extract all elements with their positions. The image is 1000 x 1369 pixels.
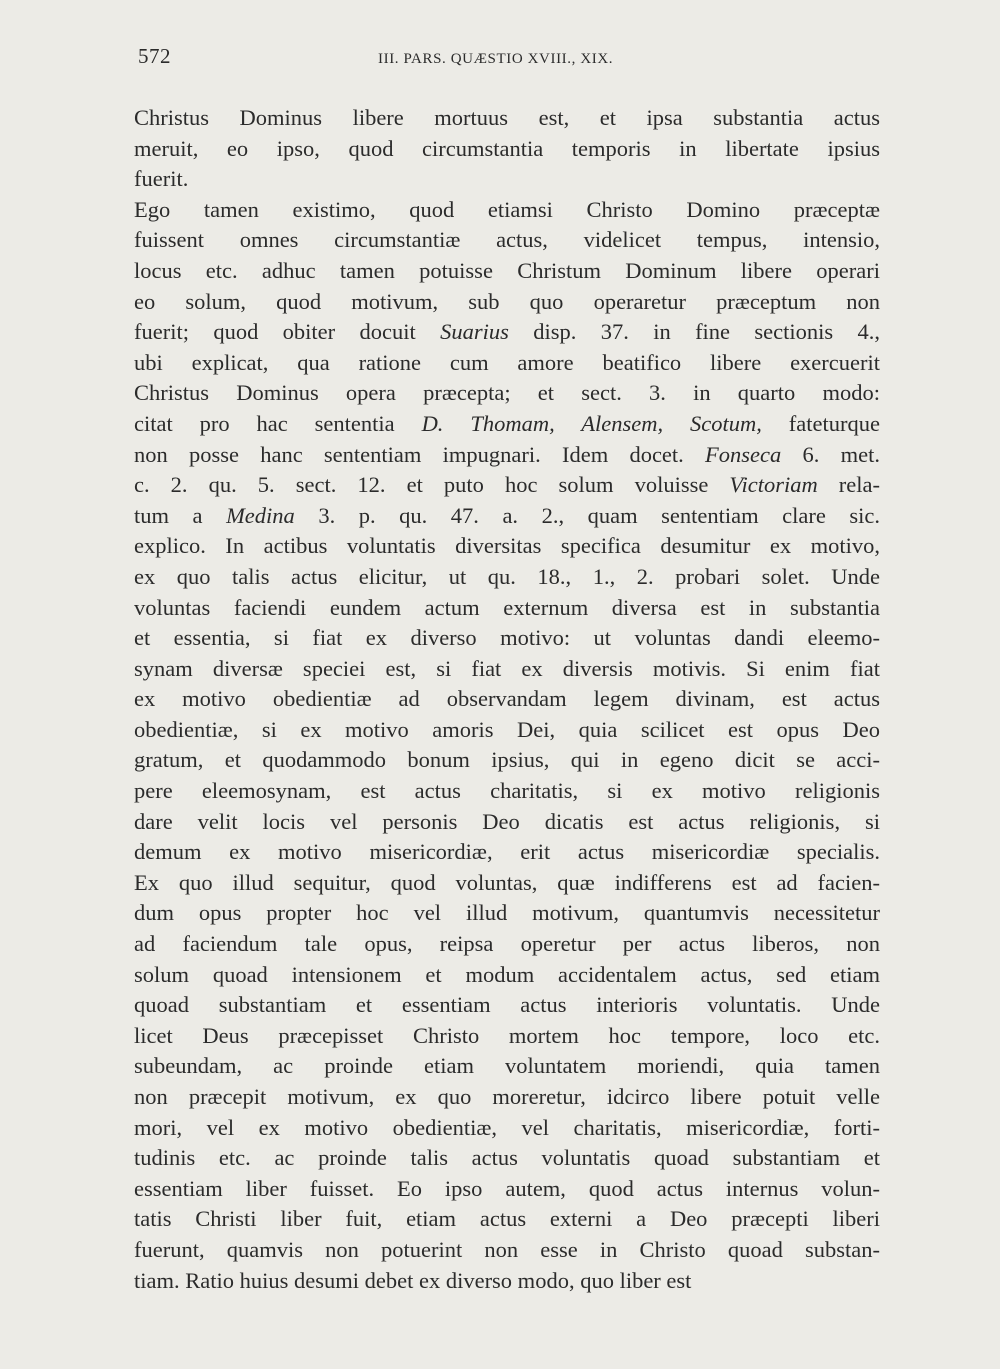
- text-line: [134, 684, 880, 715]
- text-line: [134, 1204, 880, 1235]
- text-line: [134, 1082, 880, 1113]
- text-segment: fuerunt, quamvis non potuerint non esse in Christo quoad substan-: [134, 1236, 880, 1262]
- text-segment: voluntas faciendi eundem actum externum diversa est in substantia: [134, 594, 880, 620]
- text-segment: disp. 37. in fine sectionis 4.,: [508, 319, 880, 345]
- text-line: [134, 837, 880, 868]
- text-segment: Christus Dominus opera præcepta; et sect. 3. in quarto modo:: [134, 380, 880, 406]
- text-line: [134, 287, 880, 318]
- text-segment: ubi explicat, qua ratione cum amore beatifico libere exercuerit: [134, 349, 880, 375]
- text-segment: Christus Dominus libere mortuus est, et ipsa substantia actus: [134, 105, 880, 130]
- text-segment: gratum, et quodammodo bonum ipsius, qui in egeno dicit se acci-: [134, 747, 880, 773]
- text-line: [134, 256, 880, 287]
- text-line: [134, 470, 880, 501]
- text-segment: Ego tamen existimo, quod etiamsi Christo Domino præceptæ: [134, 196, 880, 222]
- text-segment: eo solum, quod motivum, sub quo operaretur præceptum non: [134, 288, 880, 314]
- italic-citation: Medina: [226, 502, 295, 528]
- italic-citation: Victoriam: [729, 472, 818, 498]
- running-head: III. PARS. QUÆSTIO XVIII., XIX.: [378, 51, 614, 67]
- text-line: [134, 134, 880, 165]
- text-line: [134, 929, 880, 960]
- text-segment: citat pro hac sententia: [134, 410, 422, 436]
- italic-citation: Fonseca: [705, 441, 782, 467]
- text-line: [134, 807, 880, 838]
- text-line: [134, 531, 880, 562]
- text-segment: pere eleemosynam, est actus charitatis, si ex motivo religionis: [134, 778, 880, 804]
- text-segment: mori, vel ex motivo obedientiæ, vel charitatis, misericordiæ, forti-: [134, 1114, 880, 1140]
- text-segment: subeundam, ac proinde etiam voluntatem moriendi, quia tamen: [134, 1053, 880, 1079]
- text-segment: fuerit; quod obiter docuit: [134, 319, 441, 345]
- text-line: [134, 195, 880, 226]
- text-line: [134, 501, 880, 532]
- text-line: [134, 562, 880, 593]
- text-line: [134, 317, 880, 348]
- text-segment: ex quo talis actus elicitur, ut qu. 18., 1., 2. probari solet. Unde: [134, 563, 880, 589]
- text-line: [134, 868, 880, 899]
- text-segment: c. 2. qu. 5. sect. 12. et puto hoc solum voluisse: [134, 472, 730, 498]
- text-line: [134, 776, 880, 807]
- text-segment: non præcepit motivum, ex quo moreretur, idcirco libere potuit velle: [134, 1084, 880, 1109]
- text-segment: explico. In actibus voluntatis diversitas specifica desumitur ex motivo,: [134, 533, 880, 559]
- text-line: [134, 623, 880, 654]
- text-segment: 3. p. qu. 47. a. 2., quam sententiam clare sic.: [294, 502, 880, 528]
- text-segment: obedientiæ, si ex motivo amoris Dei, quia scilicet est opus Deo: [134, 716, 880, 742]
- italic-citation: Suarius: [440, 319, 509, 345]
- text-line: [134, 654, 880, 685]
- text-segment: quoad substantiam et essentiam actus interioris voluntatis. Unde: [134, 992, 880, 1018]
- text-line: [134, 1021, 880, 1052]
- text-line: [134, 409, 880, 440]
- text-segment: rela-: [817, 472, 880, 498]
- text-segment: licet Deus præcepisset Christo mortem hoc tempore, loco etc.: [134, 1022, 880, 1048]
- text-segment: locus etc. adhuc tamen potuisse Christum Dominum libere operari: [134, 257, 880, 283]
- text-segment: solum quoad intensionem et modum accidentalem actus, sed etiam: [134, 961, 880, 987]
- text-segment: dum opus propter hoc vel illud motivum, quantumvis necessitetur: [134, 900, 880, 926]
- text-line: [134, 898, 880, 929]
- text-line: [134, 225, 880, 256]
- text-line: [134, 593, 880, 624]
- text-line: [134, 348, 880, 379]
- italic-citation: D. Thomam, Alensem, Scotum,: [421, 410, 762, 436]
- text-line: [134, 1266, 880, 1297]
- text-line: [134, 1143, 880, 1174]
- text-segment: 6. met.: [781, 441, 880, 467]
- text-segment: ad faciendum tale opus, reipsa operetur per actus liberos, non: [134, 931, 880, 957]
- text-line: [134, 103, 880, 134]
- text-segment: tiam. Ratio huius desumi debet ex diverso modo, quo liber est: [134, 1267, 692, 1293]
- body-text: [134, 103, 880, 1296]
- text-line: [134, 1235, 880, 1266]
- text-line: [134, 1051, 880, 1082]
- text-segment: synam diversæ speciei est, si fiat ex diversis motivis. Si enim fiat: [134, 655, 880, 681]
- text-segment: et essentia, si fiat ex diverso motivo: ut voluntas dandi eleemo-: [134, 625, 880, 651]
- text-line: [134, 1113, 880, 1144]
- text-line: [134, 715, 880, 746]
- text-segment: demum ex motivo misericordiæ, erit actus misericordiæ specialis.: [134, 839, 880, 865]
- text-segment: fateturque: [761, 410, 880, 436]
- text-segment: Ex quo illud sequitur, quod voluntas, quæ indifferens est ad facien-: [134, 869, 880, 895]
- text-segment: tum a: [134, 502, 227, 528]
- text-segment: tatis Christi liber fuit, etiam actus externi a Deo præcepti liberi: [134, 1206, 880, 1232]
- text-segment: ex motivo obedientiæ ad observandam legem divinam, est actus: [134, 686, 880, 712]
- text-line: [134, 1174, 880, 1205]
- text-line: [134, 745, 880, 776]
- page-number: 572: [138, 44, 171, 68]
- text-segment: essentiam liber fuisset. Eo ipso autem, quod actus internus volun-: [134, 1175, 880, 1201]
- text-segment: meruit, eo ipso, quod circumstantia temporis in libertate ipsius: [134, 135, 880, 161]
- text-line: [134, 164, 880, 195]
- text-line: [134, 990, 880, 1021]
- text-line: [134, 378, 880, 409]
- text-segment: dare velit locis vel personis Deo dicatis est actus religionis, si: [134, 808, 880, 834]
- text-segment: fuissent omnes circumstantiæ actus, videlicet tempus, intensio,: [134, 227, 880, 253]
- text-segment: non posse hanc sententiam impugnari. Idem docet.: [134, 441, 706, 467]
- text-line: [134, 960, 880, 991]
- text-segment: tudinis etc. ac proinde talis actus voluntatis quoad substantiam et: [134, 1145, 880, 1171]
- text-line: [134, 440, 880, 471]
- text-segment: fuerit.: [134, 166, 189, 192]
